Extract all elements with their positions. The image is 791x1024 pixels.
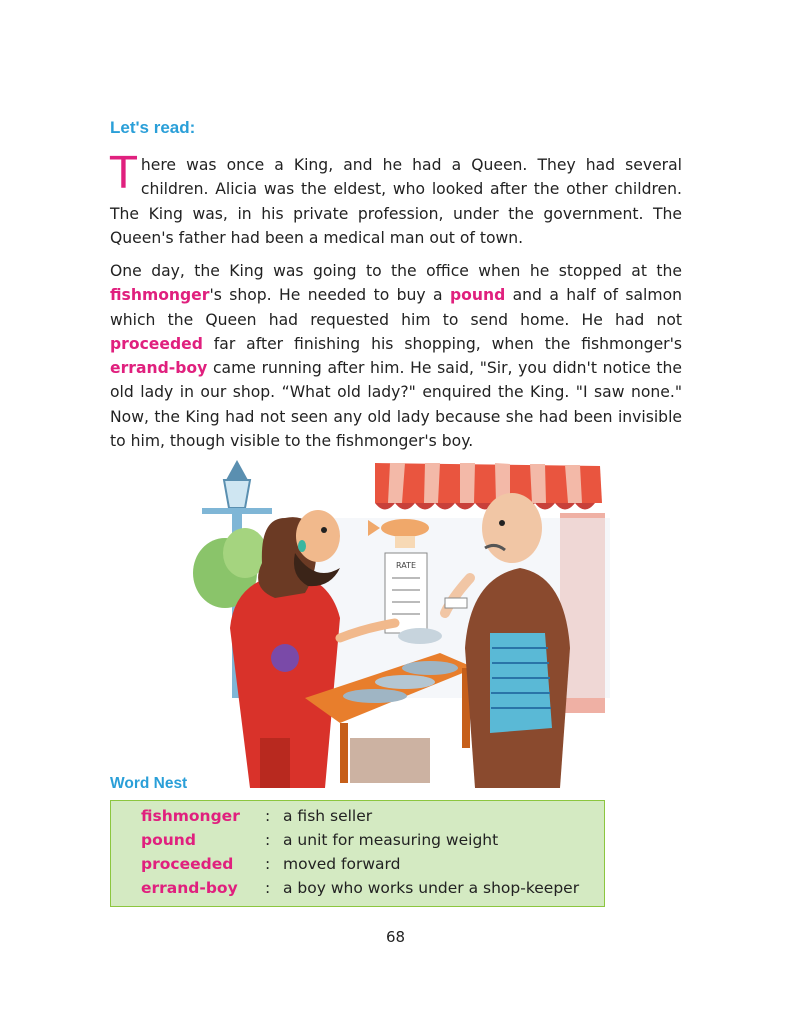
word-nest-box: [110, 800, 605, 907]
king-at-fish-shop-illustration: [190, 458, 615, 788]
word-nest-term: proceeded: [141, 855, 234, 873]
drop-cap: T: [110, 148, 137, 199]
word-nest-definition: a unit for measuring weight: [283, 831, 499, 849]
keyword-pound: pound: [449, 286, 506, 305]
word-nest-colon: :: [265, 855, 271, 873]
word-nest-colon: :: [265, 807, 271, 825]
word-nest-colon: :: [265, 831, 271, 849]
page-number: 68: [385, 928, 406, 946]
word-nest-term: pound: [141, 831, 196, 849]
keyword-fishmonger: fishmonger: [110, 286, 210, 305]
story-paragraph-1: [110, 148, 682, 250]
word-nest-term: errand-boy: [141, 879, 238, 897]
rate-sign-text: RATE: [395, 561, 417, 570]
paragraph-2-text: far after finishing his shopping, when the fishmonger's: [202, 334, 682, 353]
paragraph-2-text: and a half of salmon which the Queen had requested him to send home. He had not: [110, 286, 682, 329]
paragraph-2-text: One day, the King was going to the office when he stopped at the: [110, 262, 682, 280]
paragraph-1-text: here was once a King, and he had a Queen. They had several children. Alicia was the eldest, who looked after the other children. The King was, in his private profession, under the government. The Queen's father had been a medical man out of town.: [110, 156, 682, 247]
paragraph-2-text: came running after him. He said, "Sir, you didn't notice the old lady in our shop. “What old lady?" enquired the King. "I saw none." Now, the King had not seen any old lady because she had been invisible to him, though visible to the fishmonger's boy.: [110, 359, 682, 451]
section-heading: Let's read:: [110, 118, 196, 137]
word-nest-term: fishmonger: [141, 807, 240, 825]
word-nest-definition: moved forward: [283, 855, 401, 873]
word-nest-definition: a fish seller: [283, 807, 373, 825]
word-nest-definition: a boy who works under a shop-keeper: [283, 879, 580, 897]
word-nest-title: Word Nest: [110, 775, 188, 792]
keyword-errand-boy: errand-boy: [110, 359, 208, 378]
word-nest-colon: :: [265, 879, 271, 897]
paragraph-2-text: 's shop. He needed to buy a: [209, 286, 450, 305]
story-paragraph-2: [110, 259, 682, 453]
keyword-proceeded: proceeded: [110, 334, 203, 353]
